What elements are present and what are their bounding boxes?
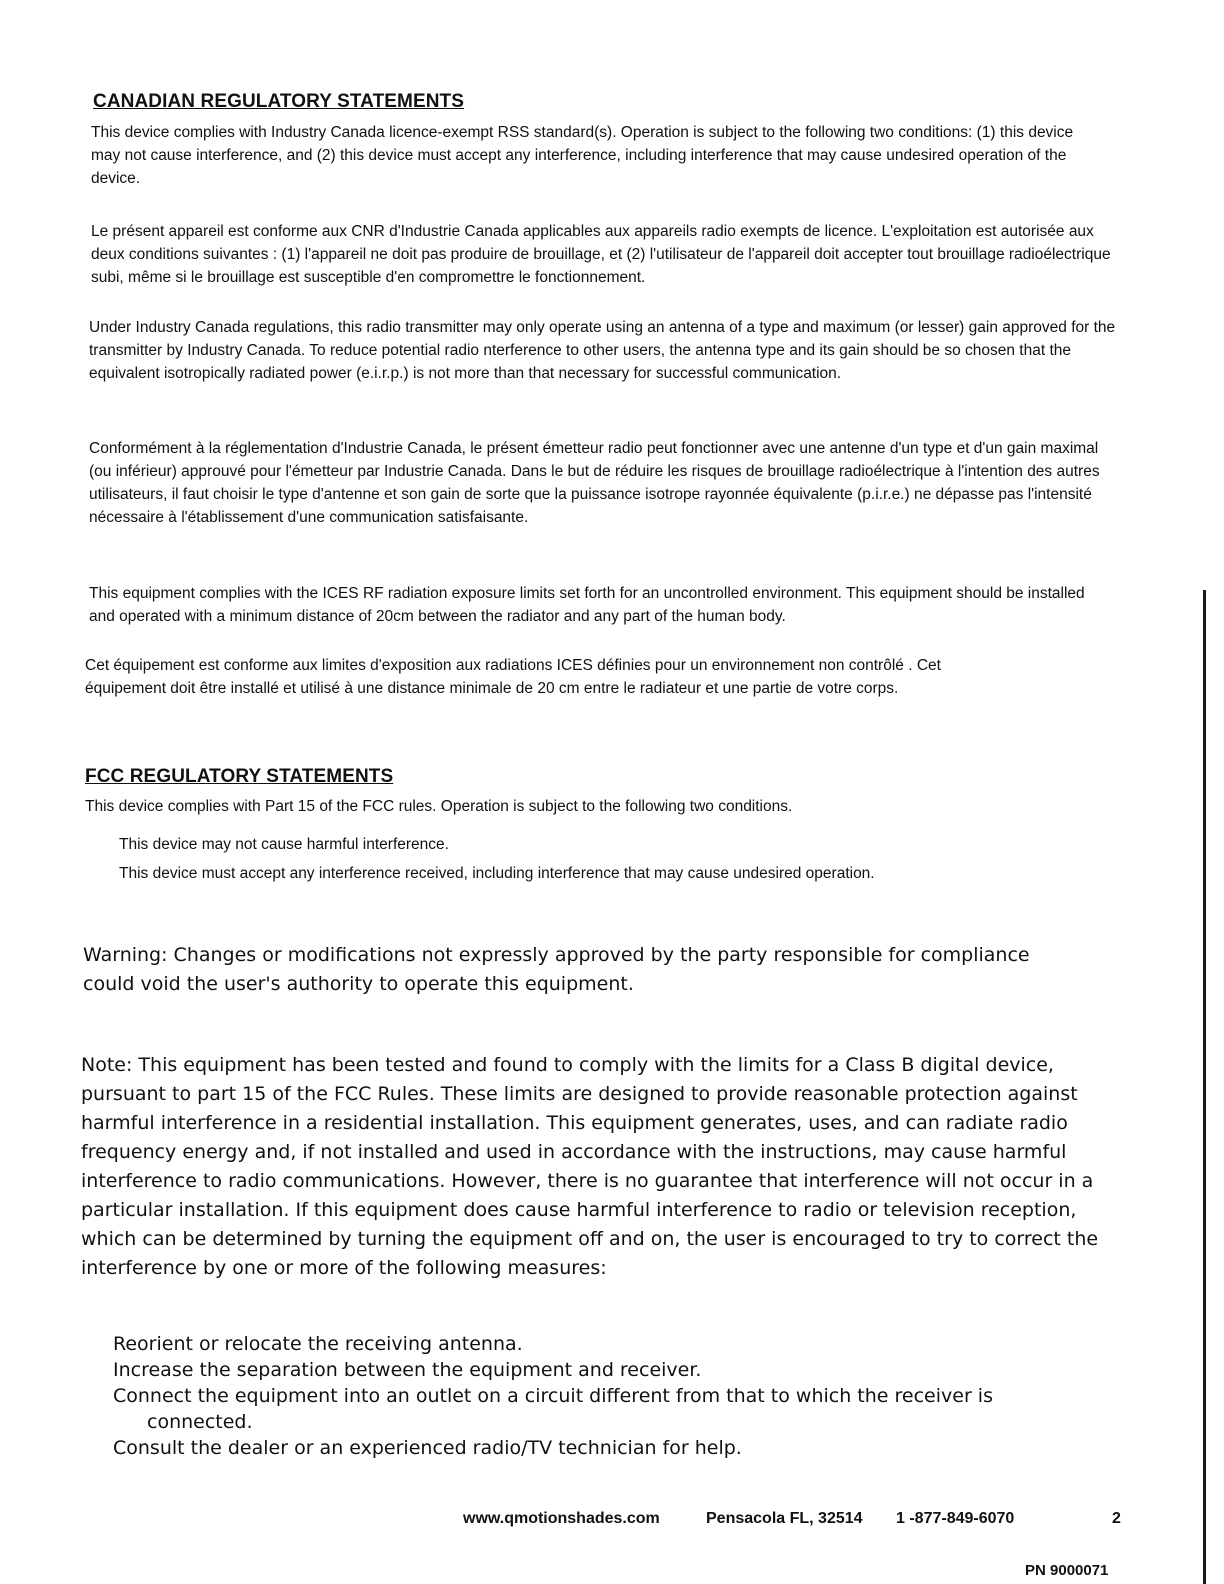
canadian-heading: CANADIAN REGULATORY STATEMENTS (93, 91, 465, 112)
canadian-antenna-english: Under Industry Canada regulations, this radio transmitter may only operate using an antenna of a type and maximum (or lesser) gain approved for the transmitter by Industry Canada. To reduce potential radio nterference to other users, the antenna type and its gain should be so chosen that the equivalent isotropically radiated power (e.i.r.p.) is not more than that necessary for successful communication. (89, 319, 1116, 382)
footer-page-number: 2 (1112, 1510, 1121, 1527)
fcc-measure-item: Increase the separation between the equipment and receiver. (113, 1359, 702, 1381)
fcc-measure-item: Connect the equipment into an outlet on a circuit different from that to which the receiver is connected. (113, 1385, 993, 1433)
fcc-heading: FCC REGULATORY STATEMENTS (85, 766, 394, 787)
fcc-measures-list (113, 1331, 1098, 1461)
fcc-conditions-list (119, 833, 1099, 885)
fcc-measure-item: Reorient or relocate the receiving antenna. (113, 1333, 523, 1355)
canadian-paragraph-english: This device complies with Industry Canada licence-exempt RSS standard(s). Operation is subject to the following two conditions: (1) this device may not cause interference, and (2) this device must accept any interference, including interference that may cause undesired operation of the device. (91, 124, 1074, 187)
fcc-condition-item: This device may not cause harmful interference. (119, 836, 449, 853)
fcc-measure-item: Consult the dealer or an experienced radio/TV technician for help. (113, 1437, 742, 1459)
fcc-note: Note: This equipment has been tested and found to comply with the limits for a Class B digital device, pursuant to part 15 of the FCC Rules. These limits are designed to provide reasonable protection against harmful interference in a residential installation. This equipment generates, uses, and can radiate radio frequency energy and, if not installed and used in accordance with the instructions, may cause harmful interference to radio communications. However, there is no guarantee that interference will not occur in a particular installation. If this equipment does cause harmful interference to radio or television reception, which can be determined by turning the equipment off and on, the user is encouraged to try to correct the interference by one or more of the following measures: (81, 1054, 1099, 1279)
canadian-paragraph-french: Le présent appareil est conforme aux CNR d'Industrie Canada applicables aux appareils radio exempts de licence. L'exploitation est autorisée aux deux conditions suivantes : (1) l'appareil ne doit pas produire de brouillage, et (2) l'utilisateur de l'appareil doit accepter tout brouillage radioélectrique subi, même si le brouillage est susceptible d'en compromettre le fonctionnement. (91, 223, 1111, 286)
fcc-intro: This device complies with Part 15 of the FCC rules. Operation is subject to the following two conditions. (85, 798, 793, 815)
footer-phone: 1 -877-849-6070 (896, 1510, 1015, 1527)
footer-location: Pensacola FL, 32514 (706, 1510, 863, 1527)
canadian-antenna-french: Conformément à la réglementation d'Industrie Canada, le présent émetteur radio peut fonctionner avec une antenne d'un type et d'un gain maximal (ou inférieur) approuvé pour l'émetteur par Industrie Canada. Dans le but de réduire les risques de brouillage radioélectrique à l'intention des autres utilisateurs, il faut choisir le type d'antenne et son gain de sorte que la puissance isotrope rayonnée équivalente (p.i.r.e.) ne dépasse pas l'intensité nécessaire à l'établissement d'une communication satisfaisante. (89, 440, 1100, 526)
footer-part-number: PN 9000071 (1025, 1562, 1109, 1579)
canadian-exposure-english: This equipment complies with the ICES RF radiation exposure limits set forth for an uncontrolled environment. This equipment should be installed and operated with a minimum distance of 20cm between the radiator and any part of the human body. (89, 585, 1085, 625)
canadian-exposure-french: Cet équipement est conforme aux limites d'exposition aux radiations ICES définies pour un environnement non contrôlé . Cet équipement doit être installé et utilisé à une distance minimale de 20 cm entre le radiateur et une partie de votre corps. (85, 657, 941, 697)
fcc-condition-item: This device must accept any interference received, including interference that may cause undesired operation. (119, 865, 875, 882)
footer-website: www.qmotionshades.com (463, 1510, 660, 1527)
fcc-warning: Warning: Changes or modifications not expressly approved by the party responsible for compliance could void the user's authority to operate this equipment. (83, 944, 1030, 995)
scan-edge-line (1203, 590, 1206, 1584)
